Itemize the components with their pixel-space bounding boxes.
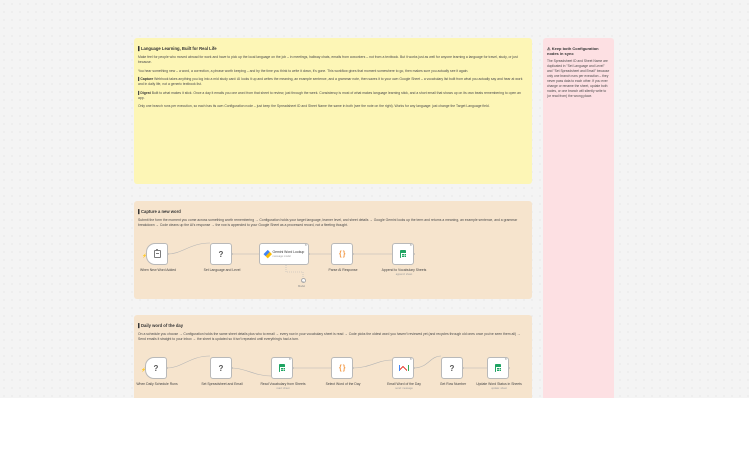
node-label: Set Language and Level: [203, 268, 241, 272]
node-when-new-word-added[interactable]: [139, 243, 177, 272]
question-icon: ?: [218, 363, 224, 373]
question-icon: ?: [449, 363, 455, 373]
node-parse-ai-response[interactable]: [328, 243, 358, 272]
node-select-word-of-the-day[interactable]: [325, 357, 361, 386]
overview-paragraph: Make feel for people who moved abroad for work and have to pick up the local language on the job – in meetings, hallway chats, emails from coworkers – not from a textbook. But it works just as well for anyone learning a language for travel, study, or just because.: [138, 55, 518, 65]
node-when-daily-schedule-runs[interactable]: [136, 357, 178, 386]
node-email-word-of-the-day[interactable]: [387, 357, 421, 390]
node-menu-icon[interactable]: ✕: [304, 243, 307, 247]
node-append-to-vocabulary-sheets[interactable]: [381, 243, 427, 276]
node-label: When Daily Schedule Runs: [136, 382, 178, 386]
node-menu-icon[interactable]: ✕: [504, 357, 507, 361]
node-menu-icon[interactable]: ✕: [288, 357, 291, 361]
capture-title: ▌Capture a new word: [138, 209, 181, 214]
google-sheets-icon: [400, 250, 406, 258]
trigger-bolt-icon: ⚡: [142, 253, 147, 258]
node-label: Parse AI Response: [328, 268, 358, 272]
question-icon: ?: [218, 249, 224, 259]
clipboard-icon: [154, 250, 161, 259]
node-label: Read Vocabulary from Sheets read: sheet: [260, 382, 306, 390]
google-sheets-icon: [495, 364, 501, 372]
node-read-vocabulary-from-sheets[interactable]: [260, 357, 306, 390]
gmail-icon: [399, 365, 407, 371]
gemini-icon: [264, 250, 272, 258]
node-set-language-and-level[interactable]: [203, 243, 241, 272]
node-get-row-number[interactable]: [439, 357, 467, 386]
code-braces-icon: { }: [339, 364, 345, 372]
node-label: Select Word of the Day: [325, 382, 361, 386]
node-label: Update Word Status in Sheets update: sheet: [476, 382, 522, 390]
node-label: Gemini Word Lookup message model: [272, 250, 305, 258]
overview-title: ▌Language Learning, Built for Real Life: [138, 46, 217, 51]
overview-paragraph: Only one branch runs per execution, so each has its own Configuration node – just keep the Spreadsheet ID and Sheet Name the same in both (see the note on the right). Works for any language: just change the Target Language field.: [138, 104, 490, 109]
node-label: Append to Vocabulary Sheets append: sheet: [381, 268, 427, 276]
overview-paragraph: You hear something new – a word, a correction, a phrase worth keeping – and by the time you think to write it down, it's gone. This workflow gives that moment somewhere to go, then makes sure you actually see it again.: [138, 68, 469, 73]
node-gemini-word-lookup[interactable]: [259, 243, 309, 265]
overview-digest-paragraph: ▌Digest Built to what makes it stick. Once a day it emails you one word from that sheet to review, just through the week. Consistency is most of what makes language learning stick, and a short email that shows up on its own beats remembering to open an app.: [138, 90, 521, 100]
model-connector-plus-icon[interactable]: +: [302, 279, 304, 283]
node-label: Email Word of the Day send: message: [387, 382, 421, 390]
code-braces-icon: { }: [339, 250, 345, 258]
overview-capture-paragraph: ▌Capture Webhook takes anything you log into a mid study card: AI looks it up and writes the meaning, an example sentence, and a grammar note, then saves it to your own Google Sheet – a vocabulary list built from what you actually say and hear at work and in daily life, not a generic textbook list.: [138, 77, 523, 87]
node-label: Get Row Number: [439, 382, 467, 386]
daily-title: ▌Daily word of the day: [138, 323, 184, 328]
node-update-word-status-in-sheets[interactable]: [476, 357, 522, 390]
model-connector-label: Model: [298, 285, 306, 288]
google-sheets-icon: [279, 364, 285, 372]
trigger-bolt-icon: ⚡: [141, 367, 146, 372]
node-label: When New Word Added: [139, 268, 177, 272]
question-icon: ?: [153, 363, 159, 373]
sync-title: ⚠ Keep both Configuration nodes in sync: [547, 46, 599, 57]
node-menu-icon[interactable]: ✕: [409, 357, 412, 361]
capture-paragraph: Submit the form the moment you come across something worth remembering → Configuration holds your target language, learner level, and sheet details → Google Gemini looks up the term and returns a meaning, an example sentence, and a grammar breakdown → Code cleans up the AI's response → the row is appended to your Google Sheet as a processed record, not a fleeting thought.: [138, 218, 518, 228]
node-label: Set Spreadsheet and Email: [201, 382, 243, 386]
sync-paragraph: The Spreadsheet ID and Sheet Name are duplicated in "Set Language and Level" and "Set Spreadsheet and Email" because only one branch runs per execution – they never pass data to each other. If you ever change or rename the sheet, update both nodes, or one branch will silently write to (or read from) the wrong place.: [547, 59, 610, 98]
node-set-spreadsheet-and-email[interactable]: [201, 357, 243, 386]
daily-paragraph: On a schedule you choose → Configuration holds the same sheet details plus who to email → every row in your vocabulary sheet is read → Code picks the oldest word you haven't reviewed yet (and recycles through old ones once you've seen them all) → Send emails it straight to your inbox → the sheet is updated so it isn't repeated until everything's had a turn.: [138, 332, 521, 342]
node-menu-icon[interactable]: ✕: [409, 243, 412, 247]
